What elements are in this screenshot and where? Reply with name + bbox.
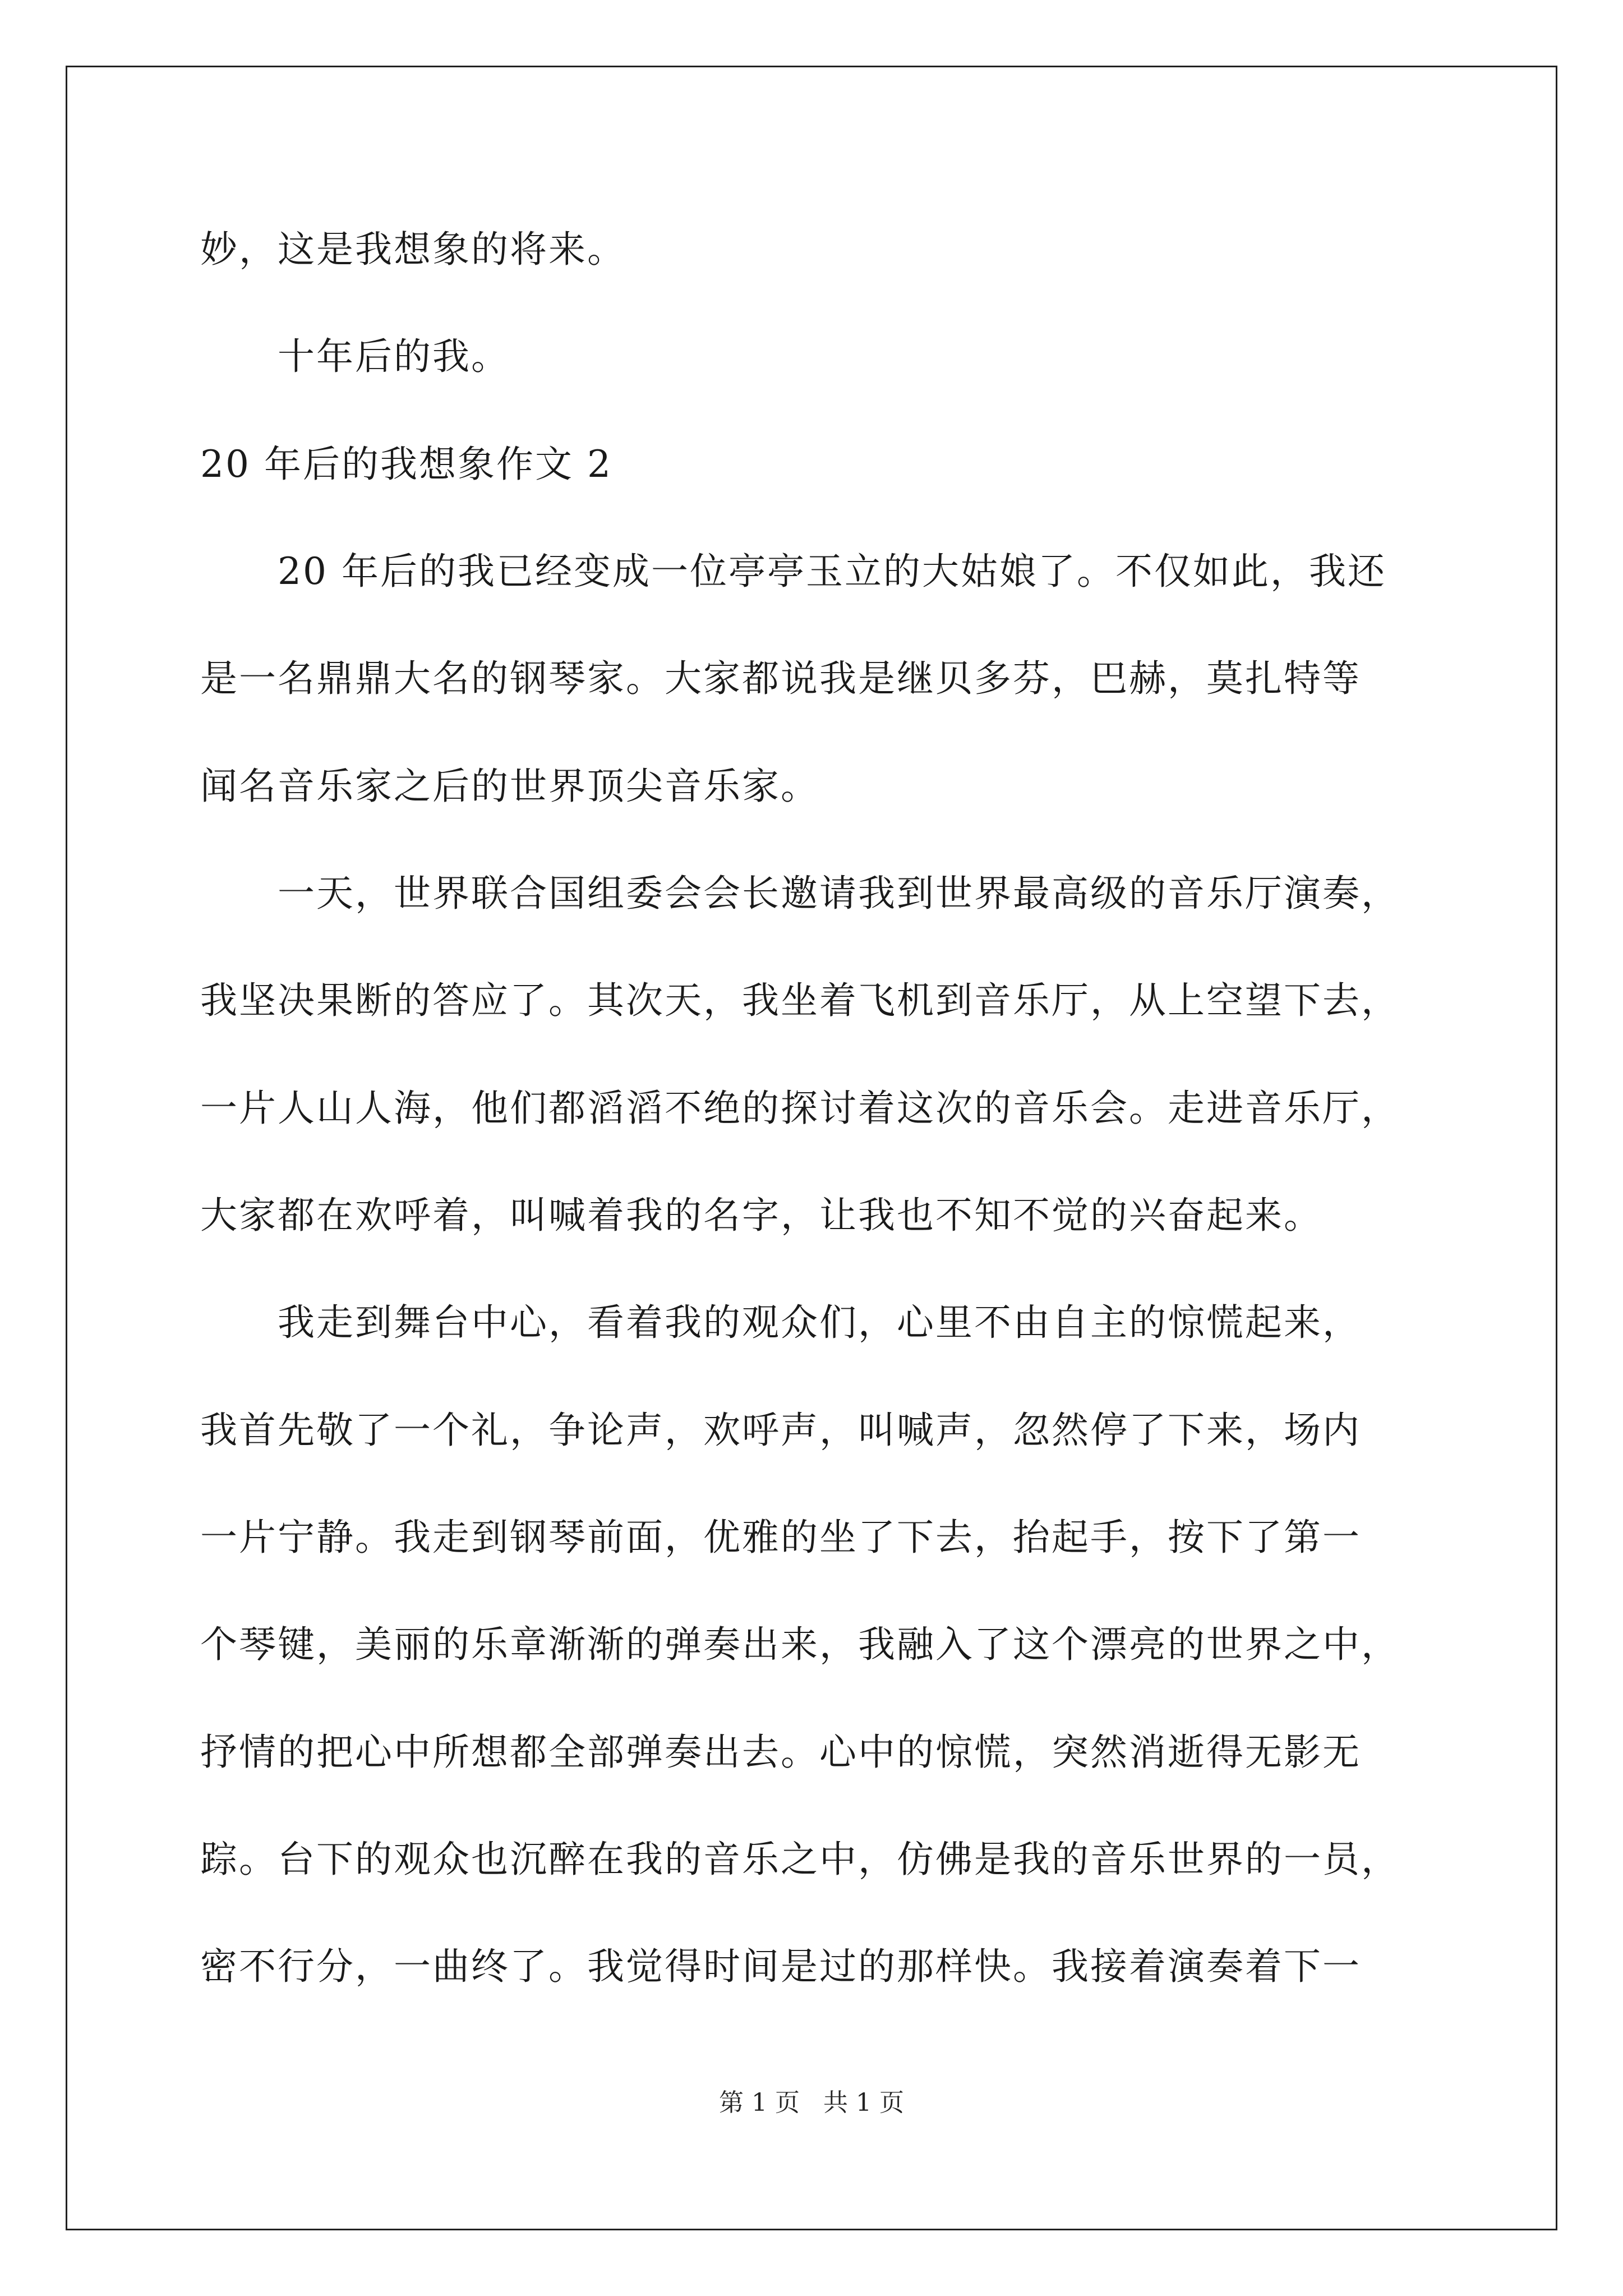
text-line: 大家都在欢呼着，叫喊着我的名字，让我也不知不觉的兴奋起来。	[200, 1194, 1322, 1237]
text-line: 一天，世界联合国组委会会长邀请我到世界最高级的音乐厅演奏，	[200, 872, 1400, 915]
text-line: 十年后的我。	[200, 335, 510, 378]
text-line: 我首先敬了一个礼，争论声，欢呼声，叫喊声，忽然停了下来，场内	[200, 1409, 1361, 1452]
page-total: 共 1 页	[823, 2088, 904, 2117]
text-line: 妙，这是我想象的将来。	[200, 228, 626, 271]
text-line: 我走到舞台中心，看着我的观众们，心里不由自主的惊慌起来，	[200, 1301, 1361, 1344]
text-line: 一片宁静。我走到钢琴前面，优雅的坐了下去，抬起手，按下了第一	[200, 1516, 1361, 1559]
text-line: 20 年后的我已经变成一位亭亭玉立的大姑娘了。不仅如此，我还	[200, 550, 1386, 593]
text-line: 抒情的把心中所想都全部弹奏出去。心中的惊慌，突然消逝得无影无	[200, 1731, 1361, 1774]
page-number: 第 1 页	[719, 2088, 800, 2117]
text-line: 个琴键，美丽的乐章渐渐的弹奏出来，我融入了这个漂亮的世界之中，	[200, 1623, 1400, 1666]
section-heading: 20 年后的我想象作文 2	[200, 443, 612, 486]
text-line: 密不行分，一曲终了。我觉得时间是过的那样快。我接着演奏着下一	[200, 1945, 1361, 1988]
page-footer	[0, 2088, 1623, 2118]
text-line: 我坚决果断的答应了。其次天，我坐着飞机到音乐厅，从上空望下去，	[200, 979, 1400, 1022]
text-line: 闻名音乐家之后的世界顶尖音乐家。	[200, 765, 819, 808]
page-border	[66, 66, 1557, 2230]
text-line: 是一名鼎鼎大名的钢琴家。大家都说我是继贝多芬，巴赫，莫扎特等	[200, 657, 1361, 700]
text-line: 踪。台下的观众也沉醉在我的音乐之中，仿佛是我的音乐世界的一员，	[200, 1838, 1400, 1881]
text-line: 一片人山人海，他们都滔滔不绝的探讨着这次的音乐会。走进音乐厅，	[200, 1087, 1400, 1130]
